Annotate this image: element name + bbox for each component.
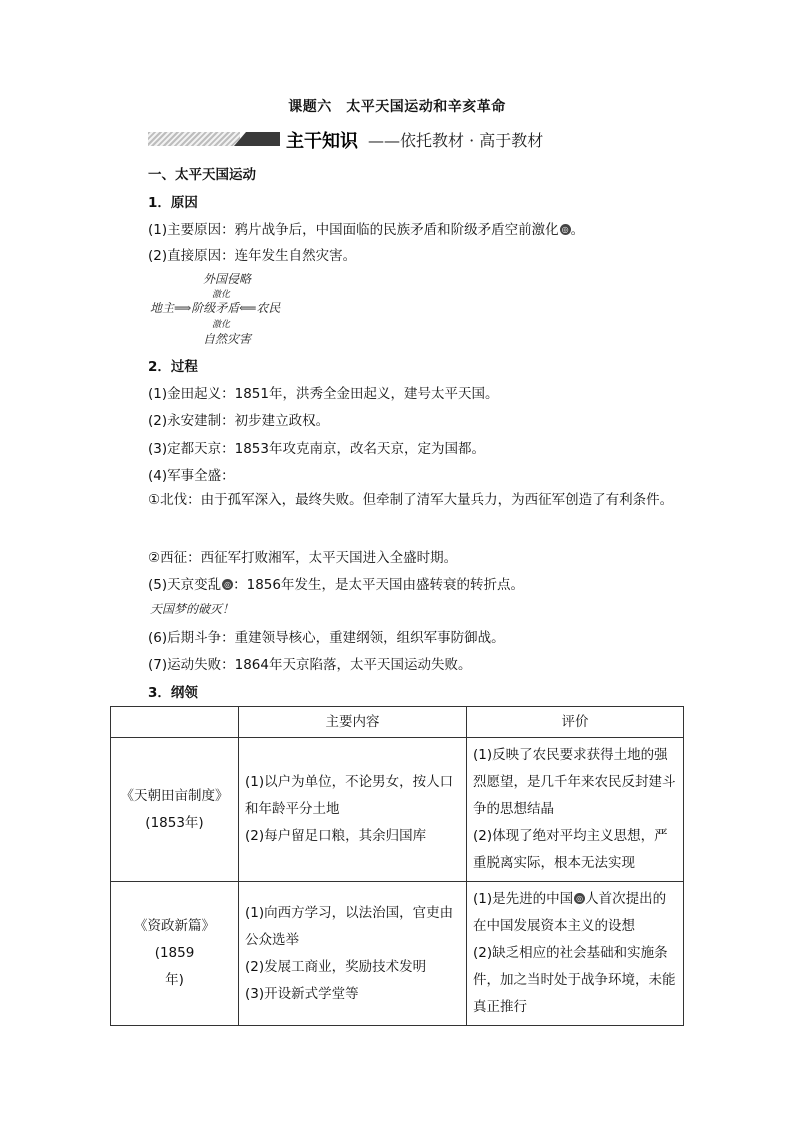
banner-stripe-decoration <box>148 132 240 146</box>
handnote-class-conflict: 地主⟹阶级矛盾⟸农民 <box>150 301 281 315</box>
subheading-program: 3．纲领 <box>148 685 198 701</box>
content-item: (1)向西方学习，以法治国，官吏由公众选举 <box>245 904 454 948</box>
program-content-cell <box>239 738 467 882</box>
subheading-reason: 1．原因 <box>148 195 198 211</box>
process-item-7: (7)运动失败：1864年天京陷落，太平天国运动失败。 <box>148 657 472 673</box>
subheading-process: 2．过程 <box>148 359 198 375</box>
key-point-badge: ◎ <box>574 893 585 904</box>
banner-main-title: 主干知识 <box>286 131 358 152</box>
handnote-dream-shattered: 天国梦的破灭！ <box>150 602 235 616</box>
key-point-badge: ◎ <box>222 579 233 590</box>
process-item-2: (2)永安建制：初步建立政权。 <box>148 413 330 429</box>
page-title: 课题六 太平天国运动和辛亥革命 <box>288 99 506 115</box>
content-item: (2)发展工商业，奖励技术发明 <box>245 958 427 975</box>
handnote-foreign-aggression: 外国侵略 <box>203 272 252 286</box>
evaluation-text: (1)是先进的中国 <box>473 891 574 907</box>
reason-item-2: (2)直接原因：连年发生自然灾害。 <box>148 248 357 264</box>
content-item: (3)开设新式学堂等 <box>245 985 359 1002</box>
evaluation-item: (2)缺乏相应的社会基础和实施条件，加之当时处于战争环境，未能真正推行 <box>473 945 676 1015</box>
process-item-4a: ①北伐：由于孤军深入，最终失败。但牵制了清军大量兵力，为西征军创造了有利条件。 <box>148 492 674 508</box>
section-heading: 一、太平天国运动 <box>148 167 256 183</box>
banner-dark-block <box>234 132 280 146</box>
process-item-5-text: ：1856年发生，是太平天国由盛转衰的转折点。 <box>233 577 524 593</box>
table-header-cell <box>111 707 239 738</box>
handnote-natural-disaster: 自然灾害 <box>203 332 252 346</box>
banner-subtitle: ——依托教材 · 高于教材 <box>368 131 544 150</box>
program-name-cell <box>111 738 239 882</box>
handnote-intensify-top: 激化 <box>212 290 231 300</box>
process-item-5 <box>148 573 524 593</box>
table-row <box>111 882 684 1026</box>
evaluation-item: (1)反映了农民要求获得土地的强烈愿望，是几千年来农民反封建斗争的思想结晶 <box>473 747 676 817</box>
program-year: (1853年) <box>145 814 204 831</box>
program-year: 年) <box>165 972 184 988</box>
content-item: (1)以户为单位，不论男女，按人口和年龄平分土地 <box>245 774 454 817</box>
handnote-intensify-bottom: 激化 <box>212 320 231 330</box>
program-name-cell <box>111 882 239 1026</box>
evaluation-text: 人首次提出的在中国发展资本主义的设想 <box>473 891 667 934</box>
evaluation-item: (2)体现了绝对平均主义思想，严重脱离实际，根本无法实现 <box>473 828 668 871</box>
section-banner <box>148 126 668 154</box>
reason-item-1: (1)主要原因：鸦片战争后，中国面临的民族矛盾和阶级矛盾空前激化 ◎ 。 <box>148 222 585 238</box>
process-item-4b: ②西征：西征军打败湘军，太平天国进入全盛时期。 <box>148 550 458 566</box>
process-item-3: (3)定都天京：1853年攻克南京，改名天京，定为国都。 <box>148 441 485 457</box>
content-item: (2)每户留足口粮，其余归国库 <box>245 828 427 844</box>
table-header-row <box>111 707 684 738</box>
process-item-5-label: (5)天京变乱 <box>148 577 222 593</box>
program-evaluation-cell <box>467 738 684 882</box>
process-item-4: (4)军事全盛： <box>148 468 235 484</box>
process-item-1: (1)金田起义：1851年，洪秀全金田起义，建号太平天国。 <box>148 386 499 402</box>
evaluation-item <box>473 886 677 940</box>
process-item-6: (6)后期斗争：重建领导核心，重建纲领，组织军事防御战。 <box>148 630 505 646</box>
program-table <box>110 706 684 1026</box>
program-name: 《天朝田亩制度》 <box>120 787 229 804</box>
table-header-cell: 评价 <box>467 707 684 738</box>
program-evaluation-cell <box>467 882 684 1026</box>
table-header-cell: 主要内容 <box>239 707 467 738</box>
table-row <box>111 738 684 882</box>
program-content-cell <box>239 882 467 1026</box>
key-point-badge: ◎ <box>560 224 571 235</box>
program-name: 《资政新篇》(1859 <box>134 918 215 961</box>
reason-item-1-text: (1)主要原因：鸦片战争后，中国面临的民族矛盾和阶级矛盾空前激化 <box>148 222 559 238</box>
